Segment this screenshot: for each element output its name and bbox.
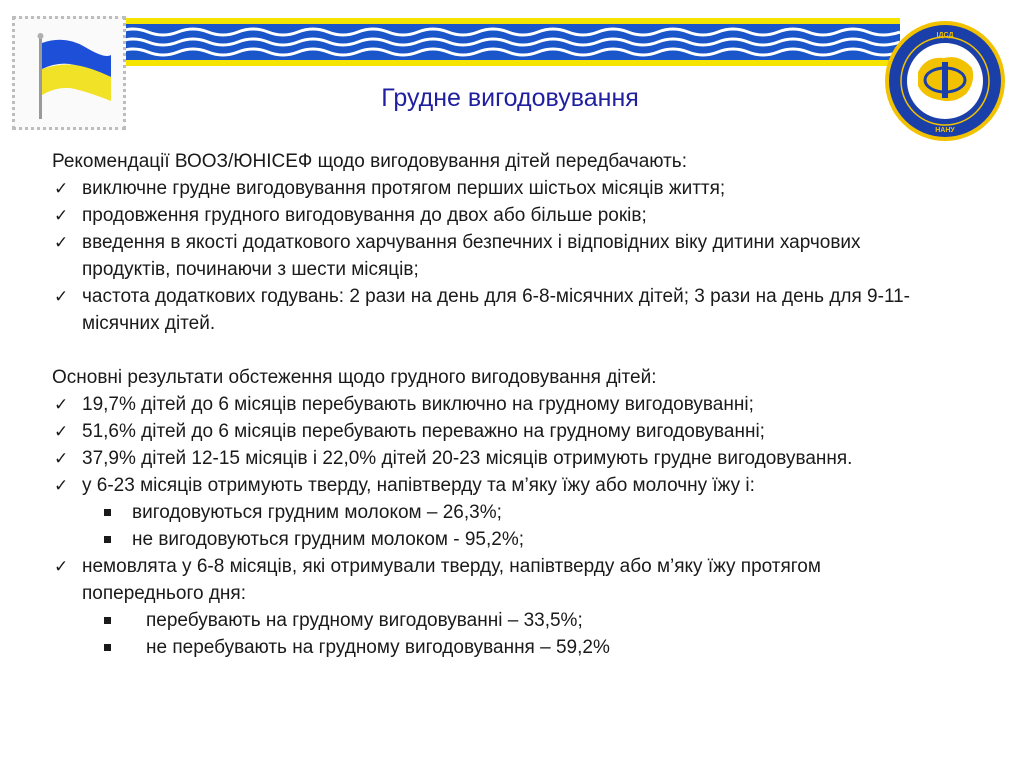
svg-text:ІДСД: ІДСД [936,32,954,39]
check-icon: ✓ [54,395,69,414]
check-icon: ✓ [54,476,69,495]
section1-list [52,175,932,337]
institute-emblem-icon [884,20,1006,142]
sub-list-item: не вигодовуються грудним молоком - 95,2%; [82,526,932,553]
list-item: ✓ введення в якості додаткового харчування безпечних і відповідних віку дитини харчових продуктів, починаючи з шести місяців; [52,229,932,283]
square-bullet-icon [104,509,111,516]
ukraine-flag-icon [15,19,123,127]
check-icon: ✓ [54,557,69,576]
sub-list-item: вигодовуються грудним молоком – 26,3%; [82,499,932,526]
list-item: ✓ частота додаткових годувань: 2 рази на день для 6-8-місячних дітей; 3 рази на день для 9-11-місячних дітей. [52,283,932,337]
list-item: ✓ 19,7% дітей до 6 місяців перебувають виключно на грудному вигодовуванні; [52,391,932,418]
wave-banner [118,18,900,66]
check-icon: ✓ [54,206,69,225]
list-item: ✓ 51,6% дітей до 6 місяців перебувають переважно на грудному вигодовуванні; [52,418,932,445]
slide-title: Грудне вигодовування [381,84,639,112]
list-item: ✓ виключне грудне вигодовування протягом перших шістьох місяців життя; [52,175,932,202]
sub-list-item: не перебувають на грудному вигодовування – 59,2% [82,634,932,661]
check-icon: ✓ [54,179,69,198]
slide-content [52,148,932,661]
sub-list-item: перебувають на грудному вигодовуванні – 33,5%; [82,607,932,634]
square-bullet-icon [104,644,111,651]
list-item: ✓ у 6-23 місяців отримують тверду, напівтверду та м’яку їжу або молочну їжу і: вигодовуються грудним молоком – 26,3%; не вигодовуються грудним молоком - 95,2%; [52,472,932,553]
square-bullet-icon [104,536,111,543]
check-icon: ✓ [54,233,69,252]
section1-heading: Рекомендації ВООЗ/ЮНІСЕФ щодо вигодовування дітей передбачають: [52,151,687,172]
list-item: ✓ 37,9% дітей 12-15 місяців і 22,0% дітей 20-23 місяців отримують грудне вигодовування. [52,445,932,472]
section2-heading: Основні результати обстеження щодо грудного вигодовування дітей: [52,367,657,388]
flag-frame [12,16,126,130]
list-item: ✓ немовлята у 6-8 місяців, які отримували тверду, напівтверду або м’яку їжу протягом попереднього дня: перебувають на грудному вигодовуванні – 33,5%; не перебувають на грудному вигодовування – 59,2% [52,553,932,661]
section2-list [52,391,932,661]
list-item: ✓ продовження грудного вигодовування до двох або більше років; [52,202,932,229]
check-icon: ✓ [54,449,69,468]
sub-list [82,499,932,553]
check-icon: ✓ [54,287,69,306]
check-icon: ✓ [54,422,69,441]
sub-list [82,607,932,661]
svg-text:НАНУ: НАНУ [935,127,955,134]
square-bullet-icon [104,617,111,624]
